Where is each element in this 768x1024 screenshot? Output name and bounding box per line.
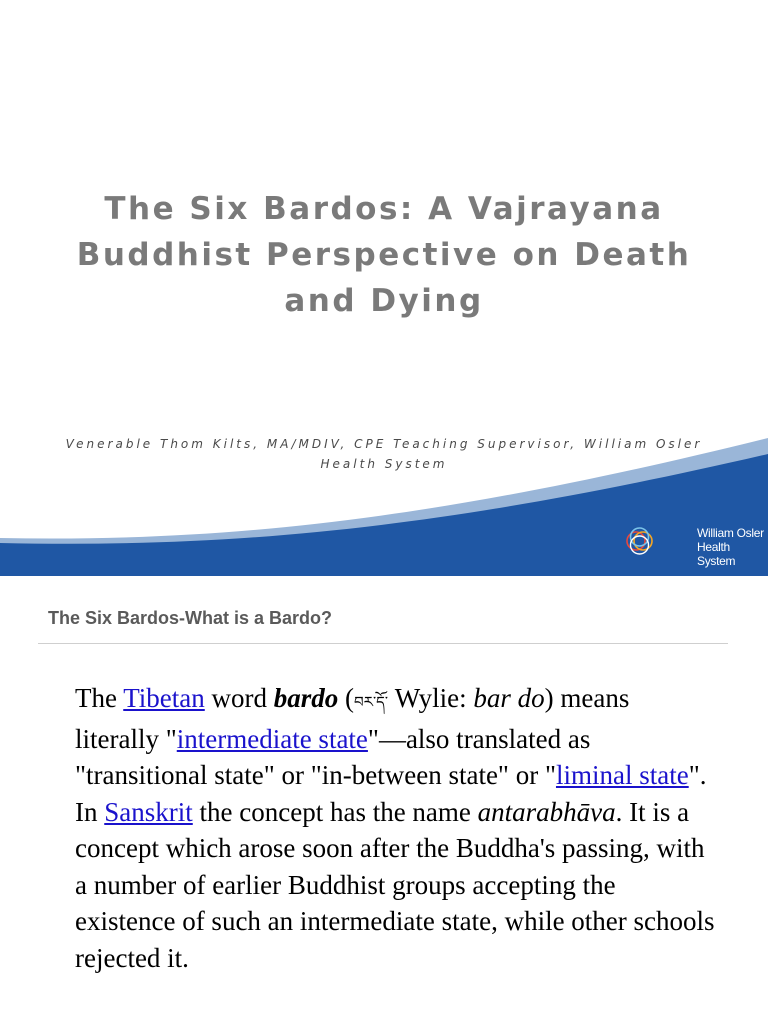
slide-title: The Six Bardos: A Vajrayana Buddhist Perspective on Death and Dying <box>76 191 692 319</box>
content-slide <box>0 576 768 1024</box>
term-wylie: bar do <box>473 683 545 713</box>
link-sanskrit[interactable]: Sanskrit <box>104 796 193 827</box>
text-run: ( <box>338 683 355 713</box>
link-tibetan[interactable]: Tibetan <box>123 683 205 713</box>
definition-paragraph <box>75 680 715 976</box>
heading-divider <box>38 643 728 644</box>
link-liminal-state[interactable]: liminal state <box>555 760 689 790</box>
term-bardo: bardo <box>273 683 339 713</box>
text-run: word <box>204 683 274 713</box>
text-run: the concept has the name <box>192 796 478 827</box>
text-run: . It is a concept which arose soon after the Buddha's passing, with a number of earlier Buddhist groups accepting the existence of such an intermediate state, while other schools rejected it. <box>75 796 715 973</box>
text-run: ". In <box>75 760 707 827</box>
link-intermediate-state[interactable]: intermediate state <box>176 723 368 754</box>
tibetan-script: བར་དོ་ <box>354 693 388 711</box>
slide-subtitle: Venerable Thom Kilts, MA/MDIV, CPE Teaching Supervisor, William Osler Health System <box>65 437 703 471</box>
logo-line-1: William Osler <box>697 526 764 540</box>
slide-heading: The Six Bardos-What is a Bardo? <box>48 608 333 628</box>
text-run: ) means literally " <box>75 683 630 754</box>
logo-wordmark <box>697 526 768 568</box>
text-run: "—also translated as "transitional state" or "in-between state" or " <box>75 723 591 790</box>
logo-line-2: Health System <box>697 540 736 568</box>
text-run: The <box>75 683 124 713</box>
term-antarabhava: antarabhāva <box>477 796 616 827</box>
text-run: Wylie: <box>387 683 474 713</box>
